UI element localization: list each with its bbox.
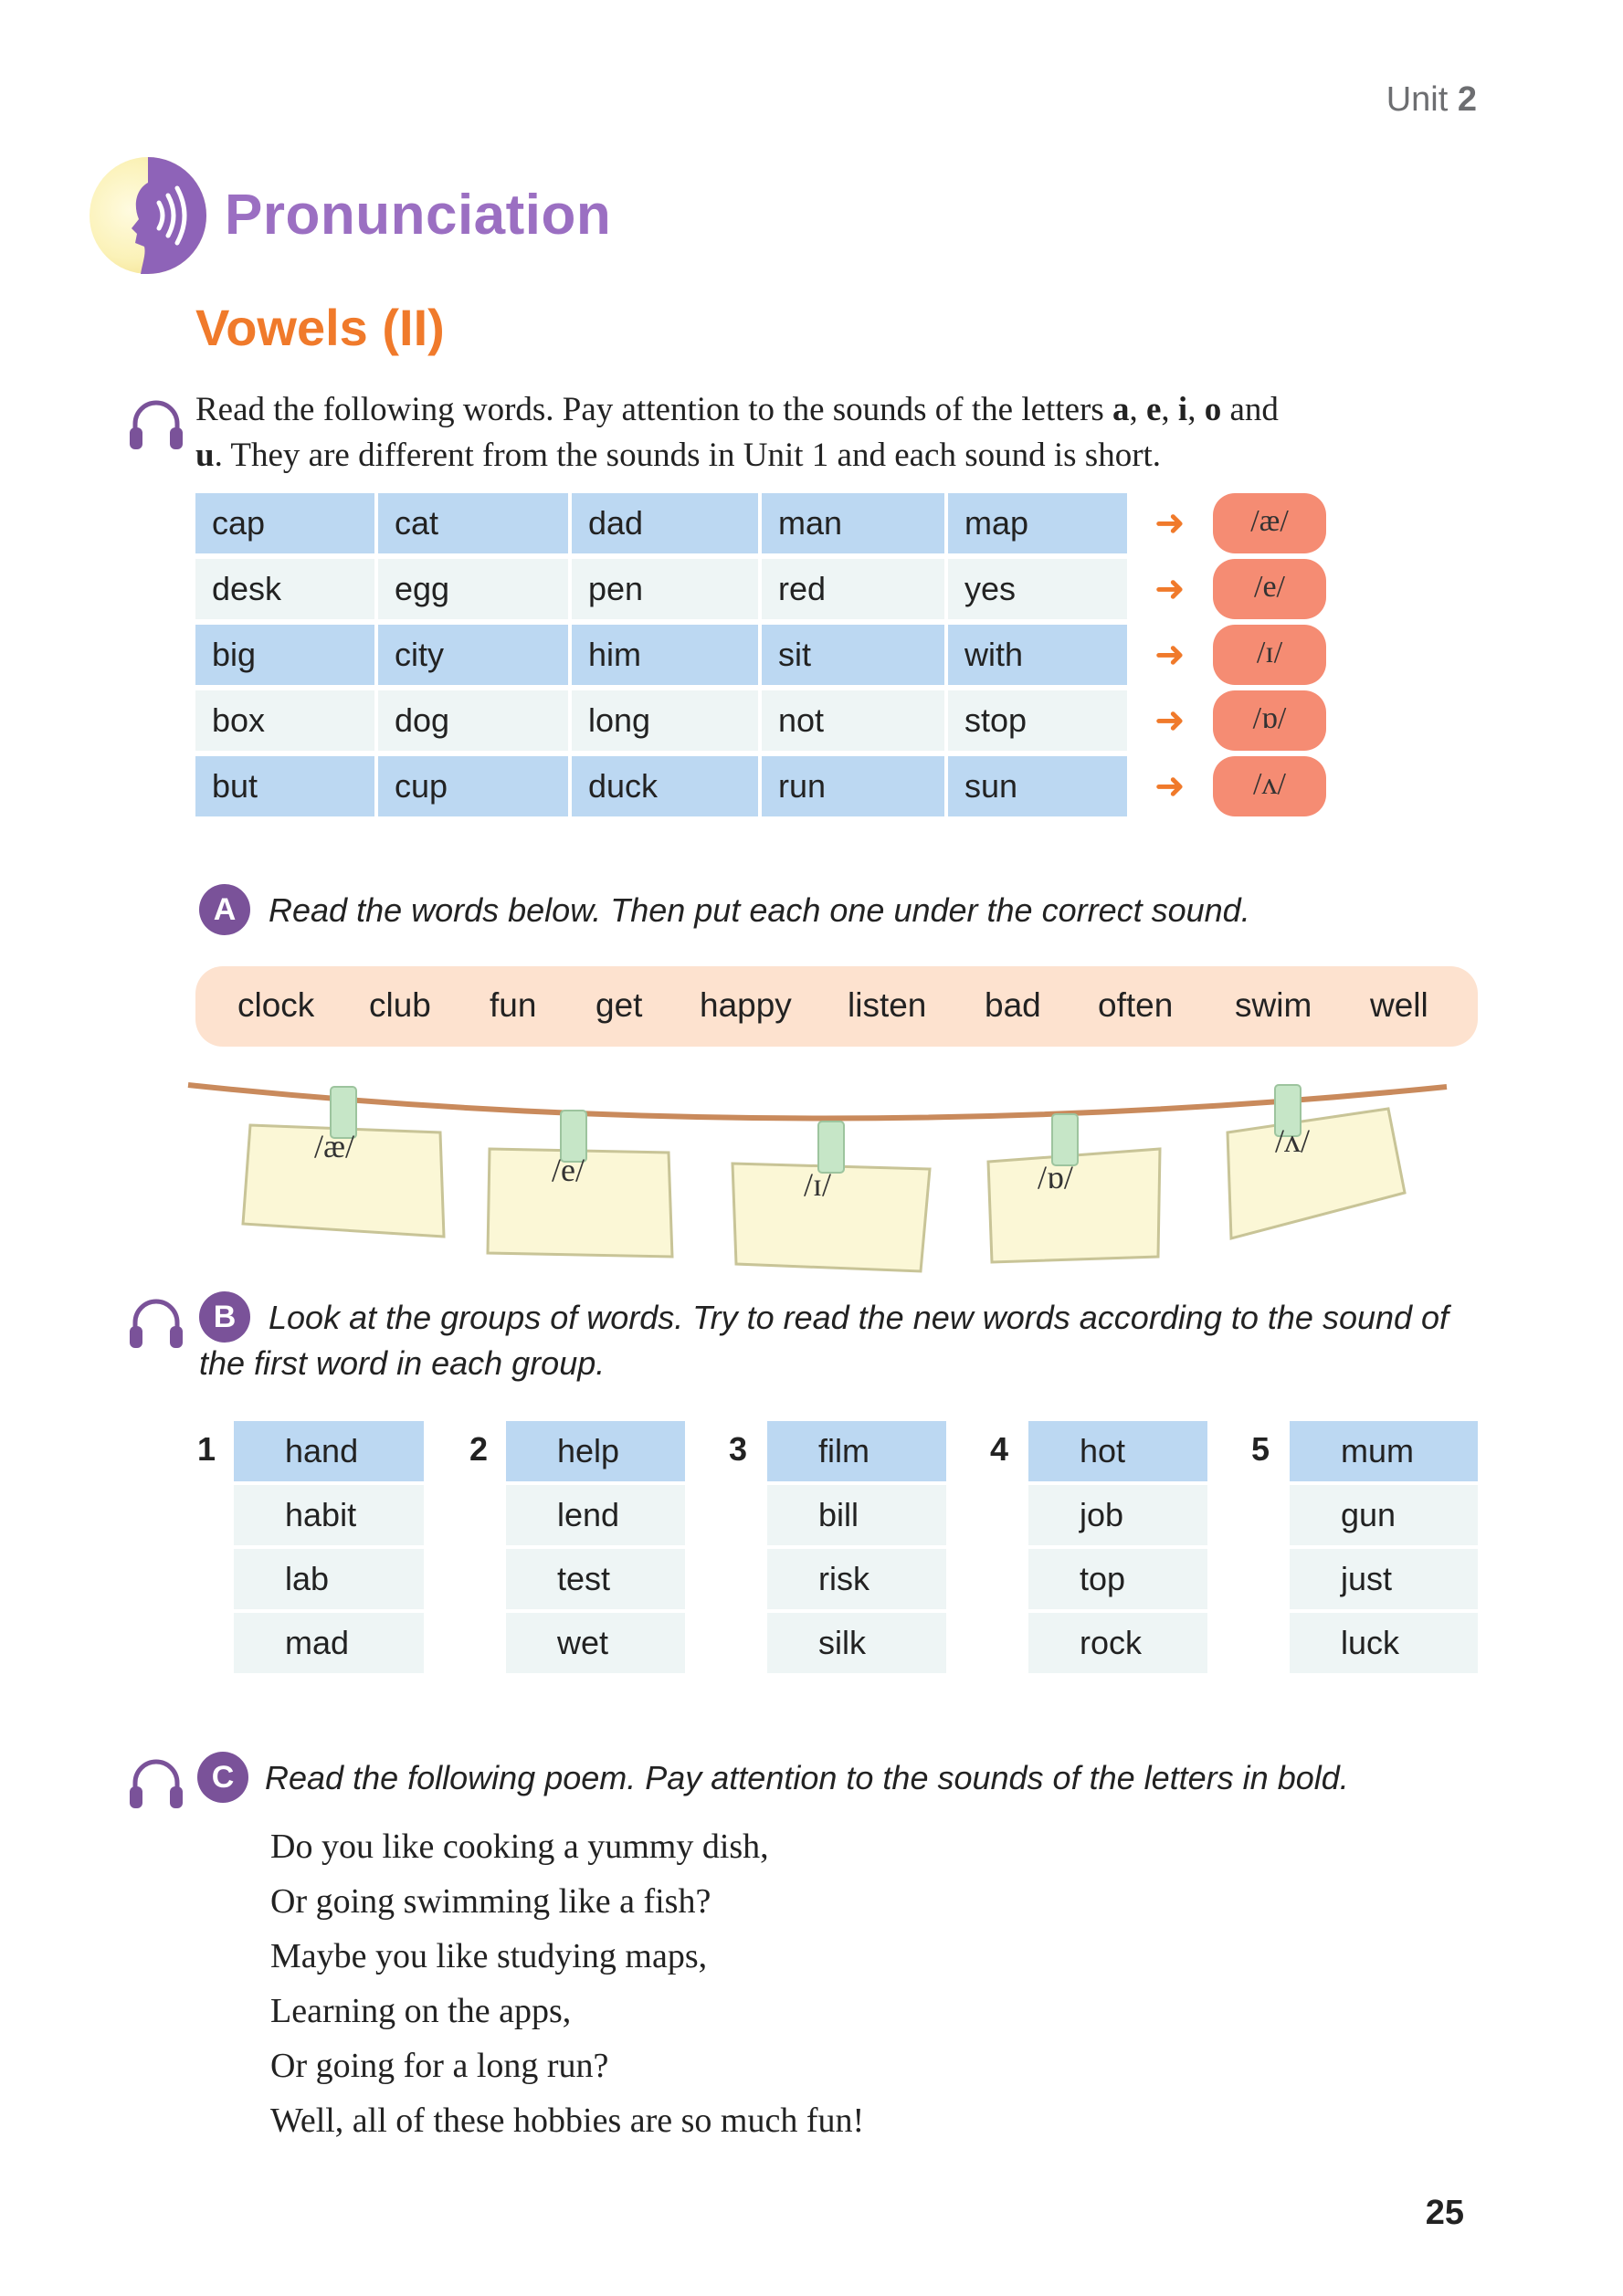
vowel-table-cell: city xyxy=(378,625,568,685)
sound-badge: /ɪ/ xyxy=(1213,625,1326,685)
activity-b-instruction-line2: the first word in each group. xyxy=(199,1344,606,1382)
word-bank-word[interactable]: bad xyxy=(985,986,1041,1024)
note-sound-label: /e/ xyxy=(552,1152,585,1188)
group-word: mum xyxy=(1290,1421,1478,1481)
vowel-table-cell: red xyxy=(762,559,944,619)
word-bank-word[interactable]: often xyxy=(1098,986,1174,1024)
group-word: job xyxy=(1028,1485,1207,1545)
vowel-table-cell: big xyxy=(195,625,374,685)
group-word: gun xyxy=(1290,1485,1478,1545)
group-word: hand xyxy=(234,1421,424,1481)
sound-badge: /ʌ/ xyxy=(1213,756,1326,816)
vowel-table-cell: man xyxy=(762,493,944,553)
activity-a-instruction: Read the words below. Then put each one under the correct sound. xyxy=(269,891,1250,929)
headphones-icon[interactable] xyxy=(126,1754,186,1814)
note-sound-label: /ɒ/ xyxy=(1038,1159,1073,1195)
sound-badge: /e/ xyxy=(1213,559,1326,619)
group-number: 4 xyxy=(990,1430,1009,1468)
speaking-head-icon xyxy=(88,155,208,276)
section-title: Pronunciation xyxy=(225,184,612,247)
note-card[interactable] xyxy=(1228,1109,1405,1238)
arrow-right-icon: ➜ xyxy=(1154,700,1186,741)
word-bank-word[interactable]: listen xyxy=(848,986,927,1024)
group-word: lab xyxy=(234,1549,424,1609)
activity-c-instruction: Read the following poem. Pay attention to the sounds of the letters in bold. xyxy=(265,1759,1349,1796)
vowel-table-cell: cat xyxy=(378,493,568,553)
vowel-table-cell: dad xyxy=(572,493,758,553)
group-word: wet xyxy=(506,1613,685,1673)
group-word: top xyxy=(1028,1549,1207,1609)
sound-badge: /æ/ xyxy=(1213,493,1326,553)
poem-line: Maybe you like studying maps, xyxy=(270,1937,708,1975)
arrow-right-icon: ➜ xyxy=(1154,569,1186,609)
word-bank-word[interactable]: swim xyxy=(1235,986,1312,1024)
poem-line: Learning on the apps, xyxy=(270,1992,572,2030)
vowel-table-cell: sun xyxy=(948,756,1127,816)
group-word: habit xyxy=(234,1485,424,1545)
group-word: luck xyxy=(1290,1613,1478,1673)
vowel-table-cell: but xyxy=(195,756,374,816)
vowel-table-cell: not xyxy=(762,690,944,751)
vowel-table-cell: stop xyxy=(948,690,1127,751)
group-word: just xyxy=(1290,1549,1478,1609)
note-sound-label: /ɪ/ xyxy=(804,1166,832,1203)
unit-number: 2 xyxy=(1457,80,1477,119)
group-word: lend xyxy=(506,1485,685,1545)
arrow-right-icon: ➜ xyxy=(1154,635,1186,675)
sound-badge: /ɒ/ xyxy=(1213,690,1326,751)
unit-word: Unit xyxy=(1386,80,1449,119)
poem-line: Or going for a long run? xyxy=(270,2047,609,2085)
poem-line: Well, all of these hobbies are so much fun! xyxy=(270,2101,865,2140)
word-bank-word[interactable]: well xyxy=(1370,986,1428,1024)
word-bank-word[interactable]: happy xyxy=(700,986,792,1024)
vowel-table-cell: him xyxy=(572,625,758,685)
word-bank-word[interactable]: club xyxy=(369,986,431,1024)
headphones-icon[interactable] xyxy=(126,395,186,455)
vowel-table-cell: run xyxy=(762,756,944,816)
group-word: film xyxy=(767,1421,946,1481)
intro-text: Read the following words. Pay attention to the sounds of the letters a, e, i, o and u. They are different from the sounds in Unit 1 and each sound is short. xyxy=(195,391,1279,474)
group-word: test xyxy=(506,1549,685,1609)
group-number: 3 xyxy=(729,1430,748,1468)
vowel-table-cell: desk xyxy=(195,559,374,619)
word-bank-word[interactable]: get xyxy=(595,986,643,1024)
activity-c-label: C xyxy=(197,1752,248,1803)
page-number: 25 xyxy=(1425,2194,1464,2232)
group-word: bill xyxy=(767,1485,946,1545)
group-word: rock xyxy=(1028,1613,1207,1673)
group-word: hot xyxy=(1028,1421,1207,1481)
vowel-table-cell: sit xyxy=(762,625,944,685)
vowel-table-cell: cap xyxy=(195,493,374,553)
vowel-table-cell: box xyxy=(195,690,374,751)
headphones-icon[interactable] xyxy=(126,1293,186,1353)
vowel-table-cell: egg xyxy=(378,559,568,619)
word-bank-word[interactable]: fun xyxy=(490,986,537,1024)
group-number: 2 xyxy=(469,1430,489,1468)
vowel-table-cell: pen xyxy=(572,559,758,619)
vowel-table-cell: long xyxy=(572,690,758,751)
vowel-table-cell: dog xyxy=(378,690,568,751)
activity-a-label: A xyxy=(199,884,250,935)
note-sound-label: /ʌ/ xyxy=(1275,1122,1311,1159)
activity-b-label: B xyxy=(199,1291,250,1343)
note-sound-label: /æ/ xyxy=(314,1128,355,1164)
group-word: mad xyxy=(234,1613,424,1673)
vowel-table-cell: yes xyxy=(948,559,1127,619)
vowel-table-cell: cup xyxy=(378,756,568,816)
vowel-table-cell: with xyxy=(948,625,1127,685)
poem-line: Do you like cooking a yummy dish, xyxy=(270,1827,769,1866)
arrow-right-icon: ➜ xyxy=(1154,766,1186,806)
group-word: silk xyxy=(767,1613,946,1673)
group-word: risk xyxy=(767,1549,946,1609)
vowel-table-cell: map xyxy=(948,493,1127,553)
poem-line: Or going swimming like a fish? xyxy=(270,1882,711,1921)
vowel-table-cell: duck xyxy=(572,756,758,816)
word-bank-word[interactable]: clock xyxy=(237,986,315,1024)
group-word: help xyxy=(506,1421,685,1481)
section-subtitle: Vowels (II) xyxy=(195,299,445,356)
activity-b-instruction-line1: Look at the groups of words. Try to read the new words according to the sound of xyxy=(269,1299,1449,1336)
arrow-right-icon: ➜ xyxy=(1154,503,1186,543)
group-number: 1 xyxy=(197,1430,216,1468)
group-number: 5 xyxy=(1251,1430,1270,1468)
unit-label xyxy=(1386,80,1477,120)
